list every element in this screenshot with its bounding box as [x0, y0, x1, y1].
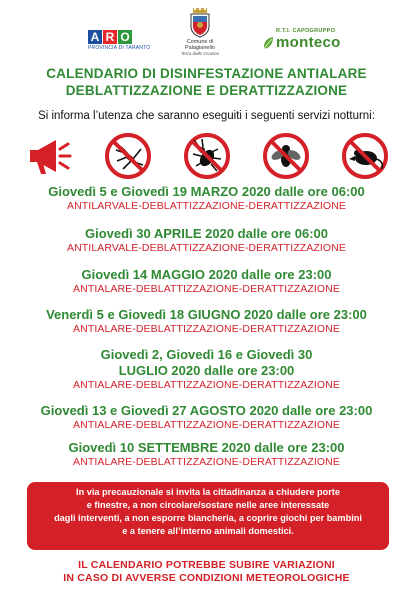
aro-letter-a: A	[88, 30, 102, 44]
schedule-item	[0, 184, 413, 213]
aro-suffix: TA2	[135, 30, 157, 44]
schedule-date: Giovedì 10 SETTEMBRE 2020 dalle ore 23:00	[68, 440, 345, 455]
megaphone-icon	[24, 131, 74, 181]
info-text: Si informa l’utenza che saranno eseguiti i seguenti servizi notturni:	[38, 110, 375, 122]
schedule-date-line2: LUGLIO 2020 dalle ore 23:00	[118, 363, 295, 378]
comune-logo	[180, 8, 220, 57]
schedule-date: Giovedì 14 MAGGIO 2020 dalle ore 23:00	[81, 267, 332, 282]
schedule-item	[0, 267, 413, 296]
header-logos	[0, 8, 413, 64]
schedule-date: Giovedì 5 e Giovedì 19 MARZO 2020 dalle ore 06:00	[48, 184, 365, 199]
notice-line: e a tenere all’interno animali domestici.	[122, 526, 294, 536]
monteco-name-row	[262, 34, 341, 51]
page-title-line2: DEBLATTIZZAZIONE E DERATTIZZAZIONE	[65, 83, 348, 98]
rat-icon	[340, 131, 390, 181]
monteco-rti: R.T.I. CAPOGRUPPO	[276, 28, 336, 34]
comune-line1: Comune di	[186, 39, 214, 45]
schedule-service: ANTIALARE-DEBLATTIZZAZIONE-DERATTIZZAZIONE	[73, 379, 340, 391]
monteco-name: monteco	[276, 34, 341, 51]
schedule-date: Giovedì 30 APRILE 2020 dalle ore 06:00	[84, 226, 329, 241]
schedule-date: Giovedì 13 e Giovedì 27 AGOSTO 2020 dalle ore 23:00	[40, 403, 373, 418]
cockroach-icon	[182, 131, 232, 181]
schedule-item	[0, 347, 413, 392]
schedule-service: ANTIALARE-DEBLATTIZZAZIONE-DERATTIZZAZIONE	[73, 456, 340, 468]
schedule-service: ANTIALARE-DEBLATTIZZAZIONE-DERATTIZZAZIONE	[73, 419, 340, 431]
schedule-date: Giovedì 2, Giovedì 16 e Giovedì 30	[100, 347, 313, 362]
aro-letters	[88, 30, 157, 44]
schedule-item	[0, 403, 413, 432]
aro-subtitle: PROVINCIA DI TARANTO	[88, 45, 151, 51]
aro-letter-o: O	[118, 30, 132, 44]
weather-warning-line1: IL CALENDARIO POTREBBE SUBIRE VARIAZIONI	[78, 559, 335, 571]
comune-line3: Terra delle Gravine	[180, 51, 220, 56]
notice-line: In via precauzionale si invita la cittadinanza a chiudere porte	[76, 487, 340, 497]
schedule-date: Venerdì 5 e Giovedì 18 GIUGNO 2020 dalle ore 23:00	[46, 307, 367, 322]
schedule-item	[0, 440, 413, 469]
precaution-notice	[27, 482, 389, 550]
aro-logo	[88, 30, 157, 51]
schedule-item	[0, 226, 413, 255]
notice-line: dagli interventi, a non esporre biancheria, a coprire giochi per bambini	[54, 513, 362, 523]
weather-warning-line2: IN CASO DI AVVERSE CONDIZIONI METEOROLOGICHE	[63, 572, 350, 584]
coat-of-arms-icon	[189, 8, 211, 38]
schedule-item	[0, 307, 413, 336]
schedule-service: ANTIALARE-DEBLATTIZZAZIONE-DERATTIZZAZIONE	[73, 323, 340, 335]
mosquito-icon	[103, 131, 153, 181]
comune-line2: Palagianello	[185, 45, 215, 51]
schedule-service: ANTILARVALE-DEBLATTIZZAZIONE-DERATTIZZAZIONE	[67, 242, 346, 254]
monteco-logo	[262, 28, 341, 51]
aro-letter-r: R	[103, 30, 117, 44]
leaf-icon	[262, 36, 274, 50]
schedule-service: ANTIALARE-DEBLATTIZZAZIONE-DERATTIZZAZIONE	[73, 283, 340, 295]
service-icons	[24, 131, 392, 181]
fly-icon	[261, 131, 311, 181]
schedule-service: ANTILARVALE-DEBLATTIZZAZIONE-DERATTIZZAZIONE	[67, 200, 346, 212]
page-title-line1: CALENDARIO DI DISINFESTAZIONE ANTIALARE	[46, 66, 367, 81]
notice-line: e finestre, a non circolare/sostare nelle aree interessate	[86, 500, 330, 510]
